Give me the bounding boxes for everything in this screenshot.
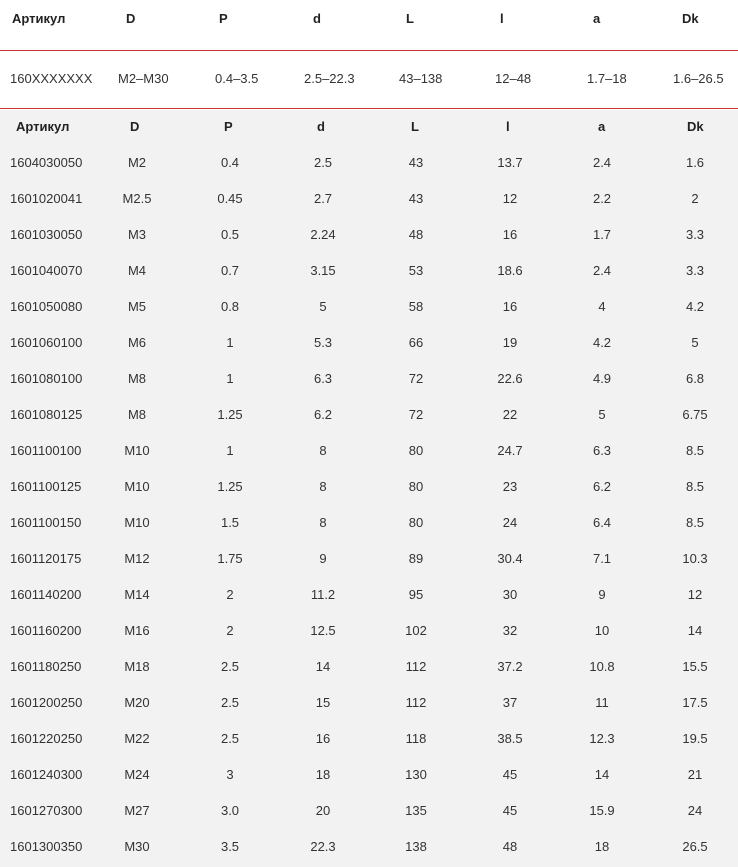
table-row <box>0 722 738 758</box>
summary-value-L: 43–138 <box>399 71 443 86</box>
cell-Dk: 12 <box>687 587 703 602</box>
cell-article: 1604030050 <box>10 155 83 170</box>
cell-a: 2.2 <box>592 191 612 206</box>
table-row <box>0 830 738 866</box>
cell-P: 0.4 <box>220 155 240 170</box>
cell-l: 24.7 <box>497 443 523 458</box>
cell-a: 6.4 <box>592 515 612 530</box>
cell-D: M3 <box>127 227 147 242</box>
cell-d: 22.3 <box>310 839 336 854</box>
cell-Dk: 17.5 <box>682 695 708 710</box>
cell-a: 4.2 <box>592 335 612 350</box>
cell-P: 2.5 <box>220 659 240 674</box>
cell-P: 1.5 <box>220 515 240 530</box>
cell-L: 112 <box>405 695 427 710</box>
summary-header-P: P <box>219 11 228 26</box>
cell-l: 37.2 <box>497 659 523 674</box>
cell-d: 15 <box>315 695 331 710</box>
cell-d: 6.3 <box>313 371 333 386</box>
cell-P: 1.25 <box>217 407 243 422</box>
summary-header-Dk: Dk <box>682 11 699 26</box>
cell-P: 0.45 <box>217 191 243 206</box>
table-row <box>0 182 738 218</box>
cell-l: 22 <box>502 407 518 422</box>
cell-D: M22 <box>124 731 150 746</box>
cell-L: 80 <box>408 515 424 530</box>
cell-Dk: 2 <box>691 191 699 206</box>
cell-P: 0.7 <box>220 263 240 278</box>
cell-l: 30 <box>502 587 518 602</box>
table-row <box>0 326 738 362</box>
summary-header-D: D <box>126 11 136 26</box>
cell-L: 80 <box>408 443 424 458</box>
detail-header-l: l <box>506 119 510 134</box>
cell-D: M8 <box>127 407 147 422</box>
cell-P: 2 <box>226 623 234 638</box>
cell-Dk: 6.75 <box>682 407 708 422</box>
cell-l: 16 <box>502 227 518 242</box>
cell-D: M10 <box>124 515 150 530</box>
cell-article: 1601030050 <box>10 227 83 242</box>
cell-D: M2 <box>127 155 147 170</box>
cell-a: 7.1 <box>592 551 612 566</box>
cell-l: 13.7 <box>497 155 523 170</box>
cell-L: 80 <box>408 479 424 494</box>
cell-Dk: 3.3 <box>685 263 705 278</box>
detail-header-Dk: Dk <box>687 119 704 134</box>
cell-D: M6 <box>127 335 147 350</box>
cell-L: 89 <box>408 551 424 566</box>
cell-P: 1.75 <box>217 551 243 566</box>
cell-a: 15.9 <box>589 803 615 818</box>
cell-l: 18.6 <box>497 263 523 278</box>
table-row <box>0 434 738 470</box>
cell-Dk: 21 <box>687 767 703 782</box>
summary-value-d: 2.5–22.3 <box>304 71 355 86</box>
cell-L: 95 <box>408 587 424 602</box>
detail-header-article: Артикул <box>16 119 70 134</box>
summary-value-Dk: 1.6–26.5 <box>673 71 724 86</box>
cell-a: 6.2 <box>592 479 612 494</box>
cell-Dk: 24 <box>687 803 703 818</box>
summary-table <box>0 0 738 110</box>
cell-article: 1601300350 <box>10 839 83 854</box>
cell-D: M2.5 <box>122 191 152 206</box>
cell-L: 112 <box>405 659 427 674</box>
cell-Dk: 8.5 <box>685 479 705 494</box>
cell-Dk: 26.5 <box>682 839 708 854</box>
cell-D: M20 <box>124 695 150 710</box>
cell-D: M24 <box>124 767 150 782</box>
cell-article: 1601200250 <box>10 695 83 710</box>
cell-L: 102 <box>405 623 427 638</box>
cell-D: M18 <box>124 659 150 674</box>
detail-header-a: a <box>598 119 606 134</box>
cell-article: 1601080125 <box>10 407 83 422</box>
cell-l: 12 <box>502 191 518 206</box>
cell-d: 8 <box>319 515 327 530</box>
cell-a: 10.8 <box>589 659 615 674</box>
cell-a: 6.3 <box>592 443 612 458</box>
cell-article: 1601020041 <box>10 191 83 206</box>
cell-d: 3.15 <box>310 263 336 278</box>
cell-d: 6.2 <box>313 407 333 422</box>
cell-d: 5.3 <box>313 335 333 350</box>
cell-d: 9 <box>319 551 327 566</box>
cell-Dk: 6.8 <box>685 371 705 386</box>
cell-l: 19 <box>502 335 518 350</box>
cell-Dk: 8.5 <box>685 443 705 458</box>
cell-P: 0.5 <box>220 227 240 242</box>
cell-L: 118 <box>405 731 427 746</box>
cell-l: 23 <box>502 479 518 494</box>
cell-Dk: 1.6 <box>685 155 705 170</box>
cell-l: 32 <box>502 623 518 638</box>
cell-article: 1601080100 <box>10 371 83 386</box>
cell-d: 8 <box>319 479 327 494</box>
cell-article: 1601160200 <box>10 623 82 638</box>
cell-article: 1601270300 <box>10 803 83 818</box>
table-row <box>0 614 738 650</box>
cell-l: 16 <box>502 299 518 314</box>
cell-d: 8 <box>319 443 327 458</box>
cell-article: 1601240300 <box>10 767 83 782</box>
cell-article: 1601220250 <box>10 731 83 746</box>
cell-a: 4 <box>598 299 606 314</box>
cell-D: M8 <box>127 371 147 386</box>
cell-l: 22.6 <box>497 371 523 386</box>
detail-header-row <box>0 110 738 146</box>
cell-Dk: 14 <box>687 623 703 638</box>
cell-L: 48 <box>408 227 424 242</box>
cell-P: 1 <box>226 443 234 458</box>
cell-P: 3.5 <box>220 839 240 854</box>
cell-D: M14 <box>124 587 150 602</box>
cell-article: 1601050080 <box>10 299 83 314</box>
cell-D: M16 <box>124 623 150 638</box>
summary-value-a: 1.7–18 <box>587 71 627 86</box>
cell-D: M10 <box>124 479 150 494</box>
cell-P: 2.5 <box>220 695 240 710</box>
cell-d: 16 <box>315 731 331 746</box>
cell-L: 66 <box>408 335 424 350</box>
cell-a: 5 <box>598 407 606 422</box>
cell-L: 135 <box>405 803 427 818</box>
cell-d: 11.2 <box>310 587 336 602</box>
cell-D: M5 <box>127 299 147 314</box>
detail-header-P: P <box>224 119 233 134</box>
table-row <box>0 290 738 326</box>
cell-D: M4 <box>127 263 147 278</box>
cell-article: 1601180250 <box>10 659 82 674</box>
cell-d: 20 <box>315 803 331 818</box>
cell-d: 2.7 <box>313 191 333 206</box>
cell-Dk: 3.3 <box>685 227 705 242</box>
detail-header-L: L <box>411 119 419 134</box>
cell-D: M12 <box>124 551 150 566</box>
cell-l: 24 <box>502 515 518 530</box>
cell-d: 5 <box>319 299 327 314</box>
cell-Dk: 4.2 <box>685 299 705 314</box>
cell-a: 1.7 <box>592 227 612 242</box>
table-row <box>0 218 738 254</box>
summary-value-D: M2–M30 <box>118 71 169 86</box>
detail-header-D: D <box>130 119 140 134</box>
cell-Dk: 8.5 <box>685 515 705 530</box>
summary-header-d: d <box>313 11 321 26</box>
cell-D: M27 <box>124 803 150 818</box>
cell-l: 48 <box>502 839 518 854</box>
cell-P: 1 <box>226 371 234 386</box>
table-row <box>0 650 738 686</box>
cell-Dk: 5 <box>691 335 699 350</box>
cell-article: 1601100125 <box>10 479 82 494</box>
cell-L: 138 <box>405 839 427 854</box>
cell-L: 58 <box>408 299 424 314</box>
cell-P: 1 <box>226 335 234 350</box>
cell-P: 2 <box>226 587 234 602</box>
cell-L: 43 <box>408 155 424 170</box>
summary-header-l: l <box>500 11 504 26</box>
cell-L: 53 <box>408 263 424 278</box>
cell-a: 2.4 <box>592 263 612 278</box>
table-row <box>0 686 738 722</box>
cell-D: M30 <box>124 839 150 854</box>
table-row <box>0 578 738 614</box>
cell-d: 2.24 <box>310 227 336 242</box>
cell-d: 12.5 <box>310 623 336 638</box>
table-row <box>0 362 738 398</box>
cell-L: 43 <box>408 191 424 206</box>
cell-a: 14 <box>594 767 610 782</box>
cell-a: 2.4 <box>592 155 612 170</box>
cell-a: 9 <box>598 587 606 602</box>
cell-L: 130 <box>405 767 427 782</box>
cell-P: 3.0 <box>220 803 240 818</box>
table-row <box>0 254 738 290</box>
table-row <box>0 506 738 542</box>
cell-L: 72 <box>408 371 424 386</box>
summary-value-article: 160XXXXXXX <box>10 71 93 86</box>
cell-a: 18 <box>594 839 610 854</box>
detail-table <box>0 110 738 867</box>
cell-L: 72 <box>408 407 424 422</box>
cell-a: 4.9 <box>592 371 612 386</box>
table-row <box>0 758 738 794</box>
cell-l: 38.5 <box>497 731 523 746</box>
table-row <box>0 146 738 182</box>
summary-value-P: 0.4–3.5 <box>215 71 259 86</box>
cell-article: 1601120175 <box>10 551 82 566</box>
summary-value-l: 12–48 <box>495 71 532 86</box>
cell-d: 14 <box>315 659 331 674</box>
cell-Dk: 10.3 <box>682 551 708 566</box>
cell-l: 45 <box>502 803 518 818</box>
cell-article: 1601100100 <box>10 443 82 458</box>
cell-D: M10 <box>124 443 150 458</box>
detail-header-d: d <box>317 119 325 134</box>
table-row <box>0 794 738 830</box>
cell-d: 18 <box>315 767 331 782</box>
cell-a: 12.3 <box>589 731 615 746</box>
cell-article: 1601040070 <box>10 263 83 278</box>
cell-P: 0.8 <box>220 299 240 314</box>
cell-l: 37 <box>502 695 518 710</box>
cell-Dk: 19.5 <box>682 731 708 746</box>
cell-article: 1601060100 <box>10 335 83 350</box>
table-row <box>0 470 738 506</box>
cell-P: 2.5 <box>220 731 240 746</box>
cell-article: 1601100150 <box>10 515 82 530</box>
summary-header-article: Артикул <box>12 11 66 26</box>
cell-P: 3 <box>226 767 234 782</box>
cell-Dk: 15.5 <box>682 659 708 674</box>
summary-header-a: a <box>593 11 601 26</box>
cell-d: 2.5 <box>313 155 333 170</box>
summary-header-L: L <box>406 11 414 26</box>
cell-l: 30.4 <box>497 551 523 566</box>
summary-value-row <box>0 51 738 109</box>
cell-l: 45 <box>502 767 518 782</box>
cell-a: 11 <box>595 695 609 710</box>
summary-header-row <box>0 0 738 51</box>
cell-article: 1601140200 <box>10 587 82 602</box>
table-row <box>0 542 738 578</box>
table-row <box>0 398 738 434</box>
cell-a: 10 <box>594 623 610 638</box>
cell-P: 1.25 <box>217 479 243 494</box>
